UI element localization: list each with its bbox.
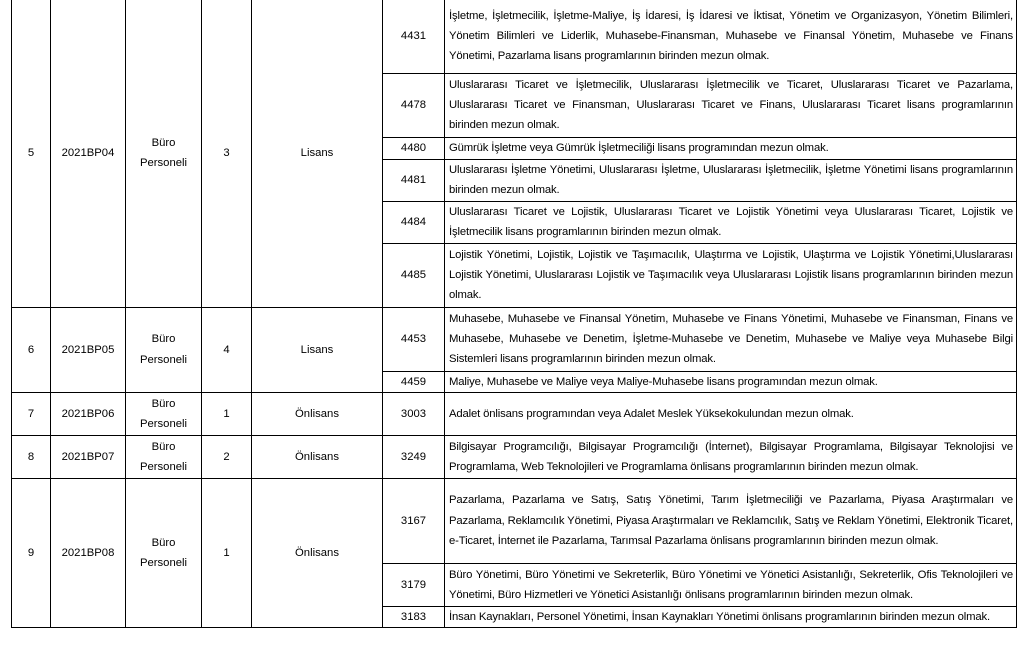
program-code: 4484 bbox=[383, 201, 445, 243]
program-description: Adalet önlisans programından veya Adalet Meslek Yüksekokulundan mezun olmak. bbox=[445, 392, 1017, 435]
program-code: 4485 bbox=[383, 243, 445, 307]
program-code: 3183 bbox=[383, 606, 445, 627]
education-level: Önlisans bbox=[252, 392, 383, 435]
position-title: Büro Personeli bbox=[126, 392, 202, 435]
table-row bbox=[12, 478, 1017, 563]
table-row bbox=[12, 0, 1017, 73]
program-description: Büro Yönetimi, Büro Yönetimi ve Sekreterlik, Büro Yönetimi ve Yönetici Asistanlığı, Sekreterlik, Ofis Teknolojileri ve Yönetimi, Büro Hizmetleri ve Yönetici Asistanlığı önlisans programlarının birinden mezun olmak. bbox=[445, 563, 1017, 606]
education-level: Lisans bbox=[252, 307, 383, 392]
table-row bbox=[12, 435, 1017, 478]
row-number: 7 bbox=[12, 392, 51, 435]
program-description: Maliye, Muhasebe ve Maliye veya Maliye-Muhasebe lisans programından mezun olmak. bbox=[445, 371, 1017, 392]
row-number: 5 bbox=[12, 0, 51, 307]
program-description: Muhasebe, Muhasebe ve Finansal Yönetim, Muhasebe ve Finans Yönetimi, Muhasebe ve Finansman, Finans ve Muhasebe, Muhasebe ve Denetim, İşletme-Muhasebe ve Denetim, Muhasebe ve Maliye veya Muhasebe Bilgi Sistemleri lisans programlarının birinden mezun olmak. bbox=[445, 307, 1017, 371]
position-code: 2021BP08 bbox=[51, 478, 126, 627]
position-count: 1 bbox=[202, 478, 252, 627]
position-code: 2021BP04 bbox=[51, 0, 126, 307]
position-code: 2021BP05 bbox=[51, 307, 126, 392]
row-number: 8 bbox=[12, 435, 51, 478]
program-code: 3249 bbox=[383, 435, 445, 478]
program-description: İnsan Kaynakları, Personel Yönetimi, İnsan Kaynakları Yönetimi önlisans programlarının birinden mezun olmak. bbox=[445, 606, 1017, 627]
education-level: Önlisans bbox=[252, 435, 383, 478]
program-description: Uluslararası Ticaret ve İşletmecilik, Uluslararası İşletmecilik ve Ticaret, Uluslararası Ticaret ve Pazarlama, Uluslararası Ticaret ve Finansman, Uluslararası Ticaret ve Finans, Uluslararası Ticaret lisans programlarının birinden mezun olmak. bbox=[445, 73, 1017, 137]
program-description: Uluslararası Ticaret ve Lojistik, Uluslararası Ticaret ve Lojistik Yönetimi veya Uluslararası Ticaret, Lojistik ve İşletmecilik lisans programlarının birinden mezun olmak. bbox=[445, 201, 1017, 243]
program-code: 3003 bbox=[383, 392, 445, 435]
program-code: 4478 bbox=[383, 73, 445, 137]
row-number: 6 bbox=[12, 307, 51, 392]
education-level: Lisans bbox=[252, 0, 383, 307]
row-number: 9 bbox=[12, 478, 51, 627]
program-description: Pazarlama, Pazarlama ve Satış, Satış Yönetimi, Tarım İşletmeciliği ve Pazarlama, Piyasa Araştırmaları ve Pazarlama, Reklamcılık Yönetimi, Piyasa Araştırmaları ve Reklamcılık, Satış ve Reklam Yönetimi, Elektronik Ticaret, e-Ticaret, İnternet ile Pazarlama, Tarımsal Pazarlama önlisans programlarının birinden mezun olmak. bbox=[445, 478, 1017, 563]
table-row bbox=[12, 307, 1017, 371]
position-count: 2 bbox=[202, 435, 252, 478]
program-code: 3167 bbox=[383, 478, 445, 563]
program-code: 4480 bbox=[383, 137, 445, 159]
position-code: 2021BP06 bbox=[51, 392, 126, 435]
position-count: 1 bbox=[202, 392, 252, 435]
position-title: Büro Personeli bbox=[126, 478, 202, 627]
position-count: 3 bbox=[202, 0, 252, 307]
position-title: Büro Personeli bbox=[126, 0, 202, 307]
program-description: Bilgisayar Programcılığı, Bilgisayar Programcılığı (İnternet), Bilgisayar Programlama, Bilgisayar Teknolojisi ve Programlama, Web Teknolojileri ve Programlama önlisans programlarının birinden mezun olmak. bbox=[445, 435, 1017, 478]
position-title: Büro Personeli bbox=[126, 307, 202, 392]
positions-table bbox=[11, 0, 1017, 628]
program-code: 4453 bbox=[383, 307, 445, 371]
position-code: 2021BP07 bbox=[51, 435, 126, 478]
table-row bbox=[12, 392, 1017, 435]
program-description: Uluslararası İşletme Yönetimi, Uluslararası İşletme, Uluslararası İşletmecilik, İşletme Yönetimi lisans programlarının birinden mezun olmak. bbox=[445, 159, 1017, 201]
program-description: Lojistik Yönetimi, Lojistik, Lojistik ve Taşımacılık, Ulaştırma ve Lojistik, Ulaştırma ve Lojistik Yönetimi,Uluslararası Lojistik Yönetimi, Uluslararası Lojistik ve Taşımacılık veya Uluslararası Lojistik lisans programlarının birinden mezun olmak. bbox=[445, 243, 1017, 307]
position-title: Büro Personeli bbox=[126, 435, 202, 478]
program-code: 4481 bbox=[383, 159, 445, 201]
position-count: 4 bbox=[202, 307, 252, 392]
program-code: 4459 bbox=[383, 371, 445, 392]
program-description: İşletme, İşletmecilik, İşletme-Maliye, İş İdaresi, İş İdaresi ve İktisat, Yönetim ve Organizasyon, Yönetim Bilimleri, Yönetim Bilimleri ve Liderlik, Muhasebe-Finansman, Muhasebe ve Finansal Yönetim, Muhasebe ve Finans Yönetimi, Pazarlama lisans programlarının birinden mezun olmak. bbox=[445, 0, 1017, 73]
program-code: 4431 bbox=[383, 0, 445, 73]
program-code: 3179 bbox=[383, 563, 445, 606]
education-level: Önlisans bbox=[252, 478, 383, 627]
program-description: Gümrük İşletme veya Gümrük İşletmeciliği lisans programından mezun olmak. bbox=[445, 137, 1017, 159]
